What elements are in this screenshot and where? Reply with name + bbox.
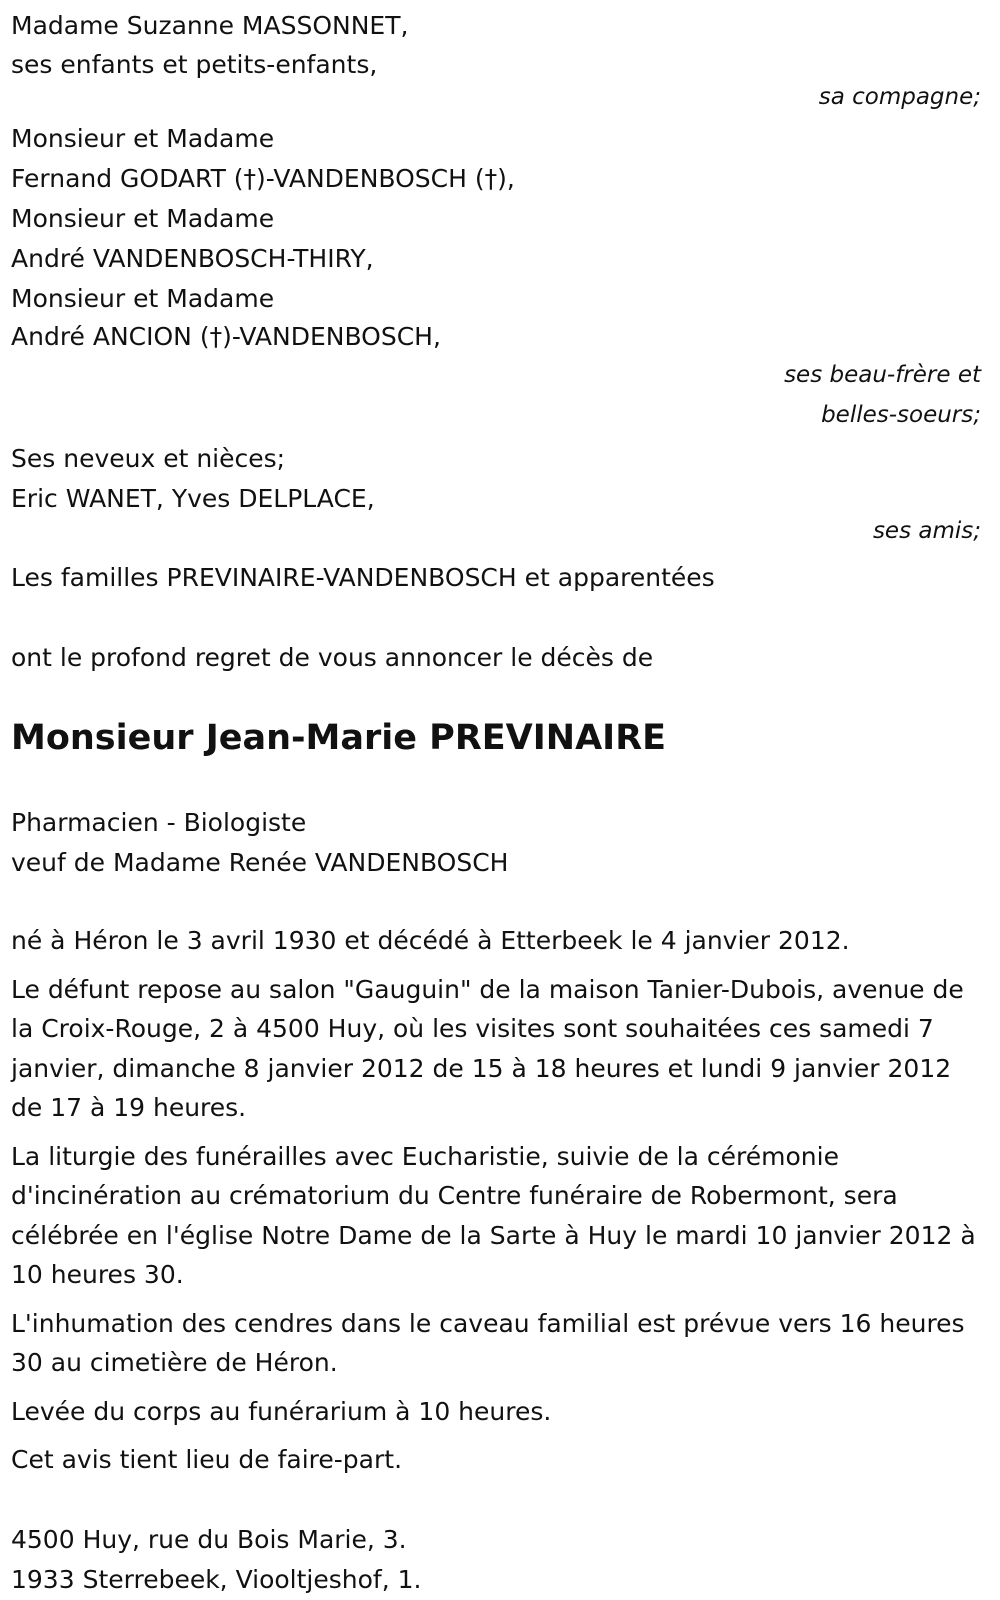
spacer xyxy=(11,961,981,970)
burial-paragraph: L'inhumation des cendres dans le caveau familial est prévue vers 16 heures 30 au cimetière de Héron. xyxy=(11,1308,965,1377)
spacer xyxy=(11,110,981,119)
inlaws-line: André ANCION (†)-VANDENBOSCH, xyxy=(11,322,441,351)
death-notice xyxy=(11,6,981,1600)
companion-line: ses enfants et petits-enfants, xyxy=(11,50,378,79)
companion-block xyxy=(11,6,981,110)
spacer xyxy=(11,1128,981,1137)
inlaws-role: ses beau-frère et xyxy=(784,362,981,388)
address-line: 1933 Sterrebeek, Viooltjeshof, 1. xyxy=(11,1564,422,1594)
companion-line: Madame Suzanne MASSONNET, xyxy=(11,11,409,40)
departure-paragraph: Levée du corps au funérarium à 10 heures. xyxy=(11,1396,552,1426)
spacer xyxy=(11,678,981,716)
inlaws-line: Fernand GODART (†)-VANDENBOSCH (†), xyxy=(11,164,515,193)
inlaws-line: Monsieur et Madame xyxy=(11,204,275,233)
nephews-friends-block xyxy=(11,439,981,544)
spacer xyxy=(11,1383,981,1392)
inlaws-line: Monsieur et Madame xyxy=(11,284,275,313)
spacer xyxy=(11,883,981,921)
address-line: 4500 Huy, rue du Bois Marie, 3. xyxy=(11,1524,407,1554)
nephews-line: Ses neveux et nièces; xyxy=(11,444,286,473)
notice-paragraph: Cet avis tient lieu de faire-part. xyxy=(11,1445,403,1474)
inlaws-line: André VANDENBOSCH-THIRY, xyxy=(11,244,374,273)
friends-line: Eric WANET, Yves DELPLACE, xyxy=(11,484,375,513)
companion-role: sa compagne; xyxy=(818,84,981,110)
inlaws-role: belles-soeurs; xyxy=(821,402,981,428)
birth-death-paragraph: né à Héron le 3 avril 1930 et décédé à Etterbeek le 4 janvier 2012. xyxy=(11,926,850,955)
inlaws-block xyxy=(11,119,981,435)
deceased-name: Monsieur Jean-Marie PREVINAIRE xyxy=(11,718,667,758)
spacer xyxy=(11,1480,981,1520)
spacer xyxy=(11,1295,981,1304)
spacer xyxy=(11,760,981,803)
inlaws-line: Monsieur et Madame xyxy=(11,124,275,153)
announcement-line: ont le profond regret de vous annoncer le décès de xyxy=(11,643,654,672)
deceased-profession: Pharmacien - Biologiste xyxy=(11,808,307,837)
spacer xyxy=(11,1431,981,1440)
deceased-widower: veuf de Madame Renée VANDENBOSCH xyxy=(11,848,509,877)
friends-role: ses amis; xyxy=(872,518,981,544)
liturgy-paragraph: La liturgie des funérailles avec Eucharistie, suivie de la cérémonie d'incinération au crématorium du Centre funéraire de Robermont, sera célébrée en l'église Notre Dame de la Sarte à Huy le mardi 10 janvier 2012 à 10 heures 30. xyxy=(11,1141,976,1289)
visitation-paragraph: Le défunt repose au salon "Gauguin" de la maison Tanier-Dubois, avenue de la Croix-Rouge, 2 à 4500 Huy, où les visites sont souhaitées ces samedi 7 janvier, dimanche 8 janvier 2012 de 15 à 18 heures et lundi 9 janvier 2012 de 17 à 19 heures. xyxy=(11,974,964,1122)
spacer xyxy=(11,598,981,638)
families-line: Les familles PREVINAIRE-VANDENBOSCH et apparentées xyxy=(11,563,715,592)
